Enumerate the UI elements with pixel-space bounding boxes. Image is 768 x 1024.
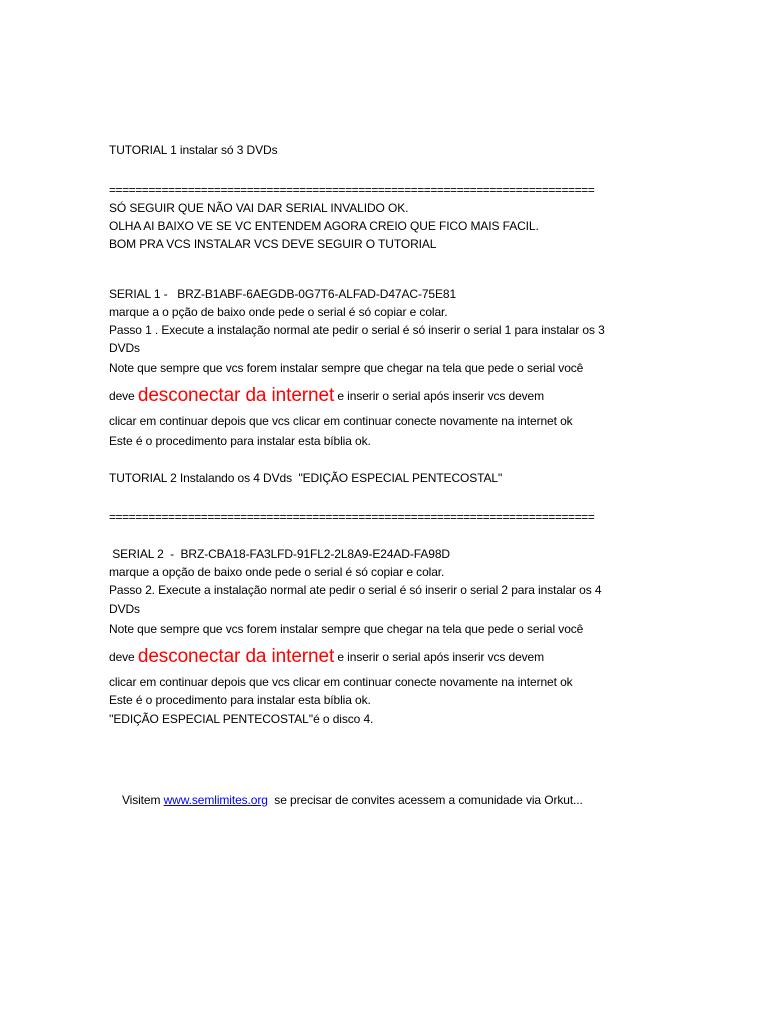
step-2-line-2: DVDs [109, 602, 140, 616]
step-1-line-1: Passo 1 . Execute a instalação normal ate pedir o serial é só inserir o serial 1 para instalar os 3 [109, 323, 605, 337]
footer-prefix: Visitem [121, 793, 164, 807]
tutorial-1-title: TUTORIAL 1 instalar só 3 DVDs [109, 143, 278, 157]
copy-instruction-1: marque a o pção de baixo onde pede o serial é só copiar e colar. [109, 305, 448, 319]
deve-text-2: deve [109, 650, 138, 664]
step-1-line-2: DVDs [109, 341, 140, 355]
note-line-1: Note que sempre que vcs forem instalar sempre que chegar na tela que pede o serial você [109, 361, 584, 375]
step-2-line-1: Passo 2. Execute a instalação normal ate pedir o serial é só inserir o serial 2 para instalar os 4 [109, 583, 602, 597]
continue-line-1: clicar em continuar depois que vcs clicar em continuar conecte novamente na internet ok [109, 414, 573, 428]
tutorial-2-title: TUTORIAL 2 Instalando os 4 DVds "EDIÇÃO ESPECIAL PENTECOSTAL" [109, 471, 503, 485]
continue-line-2: clicar em continuar depois que vcs clicar em continuar conecte novamente na internet ok [109, 675, 573, 689]
procedure-line-2: Este é o procedimento para instalar esta bíblia ok. [109, 693, 371, 707]
intro-line-1: SÓ SEGUIR QUE NÃO VAI DAR SERIAL INVALIDO OK. [109, 201, 409, 215]
disconnect-line-2 [109, 644, 544, 670]
after-highlight-1: e inserir o serial após inserir vcs devem [334, 389, 545, 403]
separator-1: ========================================================================== [109, 183, 595, 197]
serial-1: SERIAL 1 - BRZ-B1ABF-6AEGDB-0G7T6-ALFAD-D47AC-75E81 [109, 287, 457, 301]
copy-instruction-2: marque a opção de baixo onde pede o serial é só copiar e colar. [109, 565, 445, 579]
procedure-line-1: Este é o procedimento para instalar esta bíblia ok. [109, 434, 371, 448]
serial-2: SERIAL 2 - BRZ-CBA18-FA3LFD-91FL2-2L8A9-E24AD-FA98D [109, 547, 450, 561]
intro-line-2: OLHA AI BAIXO VE SE VC ENTENDEM AGORA CREIO QUE FICO MAIS FACIL. [109, 219, 539, 233]
footer-line [109, 773, 583, 827]
intro-line-3: BOM PRA VCS INSTALAR VCS DEVE SEGUIR O TUTORIAL [109, 237, 437, 251]
disconnect-highlight-2: desconectar da internet [137, 646, 335, 667]
note-line-2: Note que sempre que vcs forem instalar sempre que chegar na tela que pede o serial você [109, 622, 584, 636]
disconnect-highlight-1: desconectar da internet [137, 385, 335, 406]
semlimites-link[interactable]: www.semlimites.org [163, 793, 268, 807]
disconnect-line-1 [109, 383, 544, 409]
separator-2: ========================================================================== [109, 510, 595, 524]
footer-suffix: se precisar de convites acessem a comunidade via Orkut... [267, 793, 583, 807]
after-highlight-2: e inserir o serial após inserir vcs devem [334, 650, 545, 664]
deve-text-1: deve [109, 389, 138, 403]
disc-4-line: ''EDIÇÃO ESPECIAL PENTECOSTAL''é o disco 4. [109, 712, 374, 726]
